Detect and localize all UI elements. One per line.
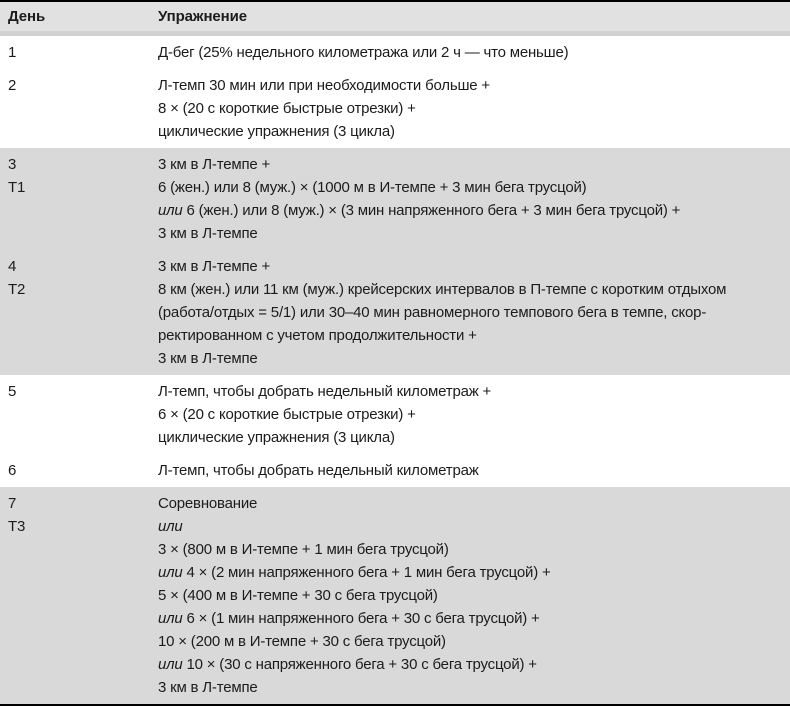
exercise-line [158, 278, 764, 301]
exercise-text: 10 × (200 м в И-темпе + 30 с бега трусцой) [158, 633, 446, 650]
exercise-text: 3 км в Л-темпе [158, 679, 258, 696]
exercise-text: 5 × (400 м в И-темпе + 30 с бега трусцой) [158, 587, 438, 604]
exercise-text: 3 км в Л-темпе + [158, 156, 271, 173]
exercise-text-italic: или [158, 518, 183, 535]
exercise-text: 6 (жен.) или 8 (муж.) × (1000 м в И-темпе + 3 мин бега трусцой) [158, 179, 587, 196]
exercise-text: 3 × (800 м в И-темпе + 1 мин бега трусцой) [158, 541, 449, 558]
exercise-line [158, 222, 764, 245]
exercise-line [158, 199, 764, 222]
exercise-cell [158, 492, 790, 699]
exercise-cell [158, 380, 790, 449]
table-row [0, 36, 790, 69]
exercise-text-italic: или [158, 564, 187, 581]
exercise-line [158, 120, 764, 143]
exercise-text: циклические упражнения (3 цикла) [158, 123, 395, 140]
exercise-text: ректированном с учетом продолжительности + [158, 327, 477, 344]
day-label: 5 [8, 383, 17, 400]
day-label: Т2 [8, 281, 26, 298]
exercise-text: циклические упражнения (3 цикла) [158, 429, 395, 446]
column-header-day: День [8, 8, 46, 25]
exercise-text-italic: или [158, 202, 187, 219]
exercise-line [158, 630, 764, 653]
exercise-text: 8 км (жен.) или 11 км (муж.) крейсерских интервалов в П-темпе с коротким отдыхом [158, 281, 727, 298]
day-cell [0, 74, 158, 143]
table-row [0, 487, 790, 704]
table-row [0, 375, 790, 454]
exercise-text: 3 км в Л-темпе [158, 350, 258, 367]
exercise-text: 3 км в Л-темпе [158, 225, 258, 242]
exercise-line [158, 492, 764, 515]
exercise-text: Л-темп, чтобы добрать недельный километраж + [158, 383, 492, 400]
exercise-text: 3 км в Л-темпе + [158, 258, 271, 275]
exercise-text: 6 (жен.) или 8 (муж.) × (3 мин напряженного бега + 3 мин бега трусцой) + [186, 202, 681, 219]
exercise-line [158, 538, 764, 561]
day-label: 3 [8, 156, 17, 173]
exercise-line [158, 515, 764, 538]
day-label: 4 [8, 258, 17, 275]
table-body [0, 36, 790, 704]
exercise-line [158, 426, 764, 449]
exercise-line [158, 153, 764, 176]
exercise-line [158, 380, 764, 403]
exercise-line [158, 97, 764, 120]
exercise-cell [158, 74, 790, 143]
day-label: Т3 [8, 518, 26, 535]
table-row [0, 250, 790, 375]
exercise-text: Л-темп, чтобы добрать недельный километраж [158, 462, 479, 479]
exercise-text: 8 × (20 с короткие быстрые отрезки) + [158, 100, 416, 117]
exercise-text: 6 × (20 с короткие быстрые отрезки) + [158, 406, 416, 423]
exercise-line [158, 255, 764, 278]
exercise-cell [158, 255, 790, 370]
exercise-text-italic: или [158, 656, 187, 673]
exercise-text: (работа/отдых = 5/1) или 30–40 мин равномерного темпового бега в темпе, скор- [158, 304, 707, 321]
exercise-line [158, 561, 764, 584]
day-label: 2 [8, 77, 17, 94]
exercise-text: 4 × (2 мин напряженного бега + 1 мин бега трусцой) + [186, 564, 551, 581]
day-cell [0, 41, 158, 64]
day-label: 6 [8, 462, 17, 479]
day-label: 7 [8, 495, 17, 512]
exercise-line [158, 676, 764, 699]
exercise-line [158, 41, 764, 64]
exercise-text: 6 × (1 мин напряженного бега + 30 с бега трусцой) + [186, 610, 540, 627]
exercise-line [158, 347, 764, 370]
exercise-line [158, 653, 764, 676]
day-cell [0, 492, 158, 699]
day-cell [0, 380, 158, 449]
day-label: Т1 [8, 179, 26, 196]
exercise-cell [158, 41, 790, 64]
table-row [0, 69, 790, 148]
table-header-row [0, 2, 790, 36]
exercise-line [158, 176, 764, 199]
day-cell [0, 255, 158, 370]
exercise-text: 10 × (30 с напряженного бега + 30 с бега трусцой) + [186, 656, 537, 673]
exercise-text: Соревнование [158, 495, 258, 512]
exercise-text: Л-темп 30 мин или при необходимости больше + [158, 77, 490, 94]
column-header-exercise: Упражнение [158, 8, 247, 25]
exercise-line [158, 301, 764, 324]
day-cell [0, 153, 158, 245]
exercise-cell [158, 153, 790, 245]
table-row [0, 148, 790, 250]
exercise-line [158, 584, 764, 607]
exercise-cell [158, 459, 790, 482]
day-label: 1 [8, 44, 17, 61]
exercise-text: Д-бег (25% недельного километража или 2 ч — что меньше) [158, 44, 569, 61]
day-cell [0, 459, 158, 482]
table-row [0, 454, 790, 487]
exercise-line [158, 607, 764, 630]
exercise-line [158, 324, 764, 347]
exercise-line [158, 403, 764, 426]
exercise-text-italic: или [158, 610, 187, 627]
exercise-line [158, 74, 764, 97]
exercise-line [158, 459, 764, 482]
